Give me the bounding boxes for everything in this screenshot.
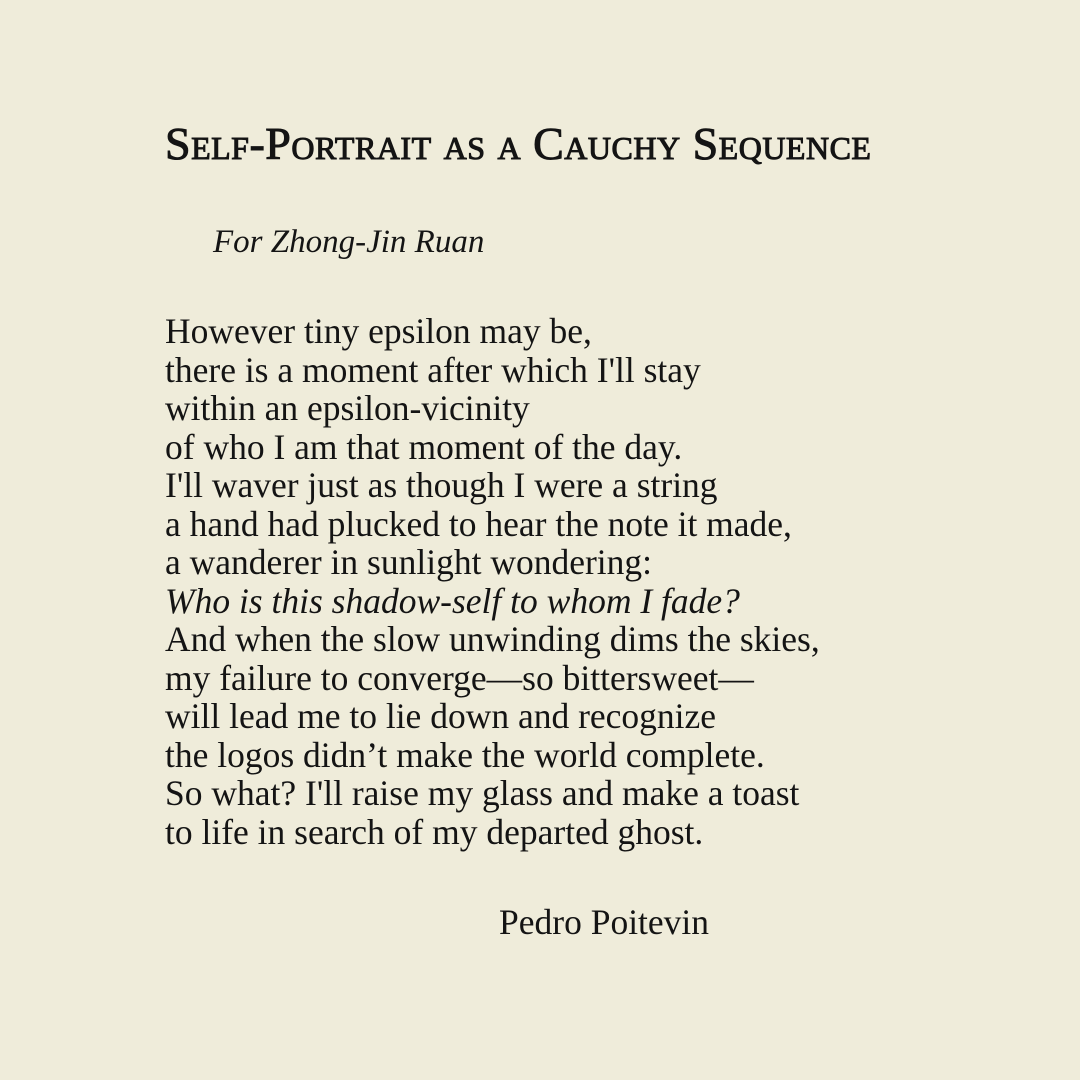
poem-line-italic: Who is this shadow-self to whom I fade?	[165, 580, 740, 621]
poem-line: my failure to converge—so bittersweet—	[165, 657, 754, 698]
poem-line: a hand had plucked to hear the note it made,	[165, 503, 792, 544]
poem-dedication: For Zhong-Jin Ruan	[213, 224, 485, 260]
poem-line: However tiny epsilon may be,	[165, 311, 592, 351]
poem-line: a wanderer in sunlight wondering:	[165, 542, 653, 582]
poem-title: Self-Portrait as a Cauchy Sequence	[165, 118, 872, 169]
poem-line: of who I am that moment of the day.	[165, 426, 683, 467]
poem-line: to life in search of my departed ghost.	[165, 811, 704, 852]
poem-line: And when the slow unwinding dims the skies,	[165, 619, 820, 659]
poem-line: I'll waver just as though I were a string	[165, 465, 718, 505]
poem-line: within an epsilon-vicinity	[165, 388, 530, 428]
poem-line: will lead me to lie down and recognize	[165, 696, 717, 736]
poem-line: there is a moment after which I'll stay	[165, 349, 701, 390]
poem-author: Pedro Poitevin	[499, 902, 710, 942]
poem-line: the logos didn’t make the world complete.	[165, 734, 765, 775]
poem-body	[165, 312, 1045, 851]
poem-line: So what? I'll raise my glass and make a toast	[165, 773, 800, 813]
